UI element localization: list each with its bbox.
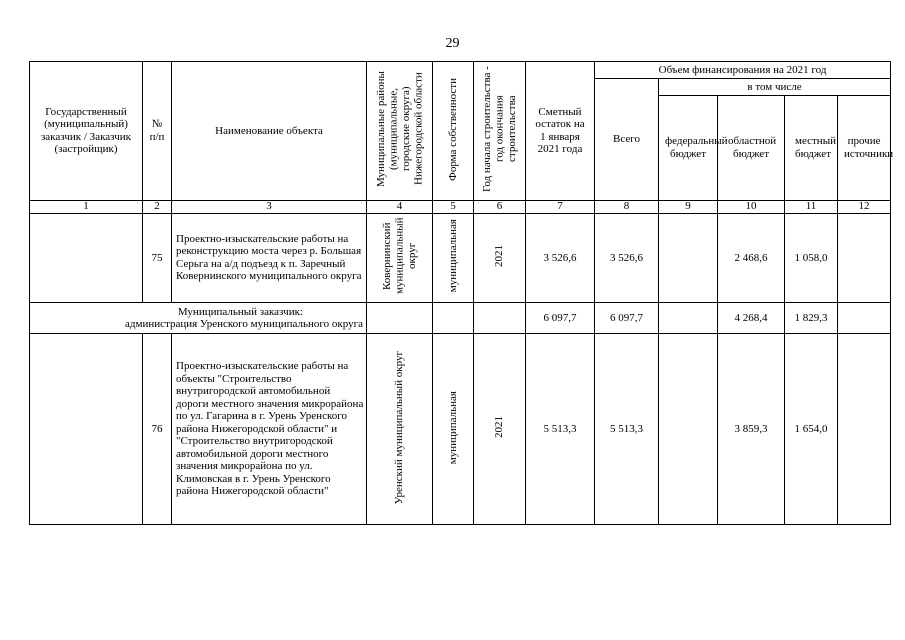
- customer-ownership: [433, 302, 474, 333]
- page-number: 29: [445, 36, 460, 51]
- header-ownership-cell: [433, 62, 474, 201]
- header-funding: Объем финансирования на 2021 год: [595, 62, 891, 79]
- row-year-cell: [474, 334, 526, 525]
- header-years: Год начала строительства - год окончания строительства: [480, 66, 518, 192]
- row-total: 3 526,6: [595, 213, 659, 302]
- column-number: 5: [433, 200, 474, 213]
- row-ownership: муниципальная: [446, 219, 459, 293]
- customer-cell: [30, 302, 367, 333]
- column-number: 8: [595, 200, 659, 213]
- header-estimate: Сметный остаток на 1 января 2021 года: [526, 62, 595, 201]
- row-ownership-cell: [433, 334, 474, 525]
- customer-regional: 4 268,4: [718, 302, 785, 333]
- row-district-cell: [367, 213, 433, 302]
- customer-row: [30, 302, 891, 333]
- customer-federal: [659, 302, 718, 333]
- customer-estimate: 6 097,7: [526, 302, 595, 333]
- row-regional: 2 468,6: [718, 213, 785, 302]
- column-numbers-row: [30, 200, 891, 213]
- header-object-name: Наименование объекта: [172, 62, 367, 201]
- header-federal: федеральный бюджет: [659, 96, 718, 200]
- column-number: 3: [172, 200, 367, 213]
- header-number: № п/п: [143, 62, 172, 201]
- row-estimate: 5 513,3: [526, 334, 595, 525]
- column-number: 9: [659, 200, 718, 213]
- table-row: [30, 334, 891, 525]
- header-years-cell: [474, 62, 526, 201]
- row-federal: [659, 334, 718, 525]
- customer-other: [838, 302, 891, 333]
- row-district-cell: [367, 334, 433, 525]
- row-other: [838, 213, 891, 302]
- header-districts: Муниципальные районы (муниципальные, городские округа) Нижегородской области: [374, 71, 424, 187]
- row-other: [838, 334, 891, 525]
- customer-district: [367, 302, 433, 333]
- row-year: 2021: [493, 245, 506, 268]
- row-number: 76: [143, 334, 172, 525]
- customer-total: 6 097,7: [595, 302, 659, 333]
- row-local: 1 058,0: [785, 213, 838, 302]
- column-number: 4: [367, 200, 433, 213]
- row-ownership: муниципальная: [446, 390, 459, 464]
- header-other: прочие источники: [838, 96, 891, 200]
- header-customer: Государственный (муниципальный) заказчик / Заказчик (застройщик): [30, 62, 143, 201]
- row-district: Уренский муниципальный округ: [393, 350, 406, 504]
- header-total: Всего: [595, 79, 659, 201]
- column-number: 12: [838, 200, 891, 213]
- customer-label: Муниципальный заказчик:: [177, 305, 303, 318]
- row-customer: [30, 334, 143, 525]
- row-customer: [30, 213, 143, 302]
- header-including: в том числе: [659, 79, 891, 96]
- table-row: [30, 213, 891, 302]
- customer-local: 1 829,3: [785, 302, 838, 333]
- column-number: 6: [474, 200, 526, 213]
- row-federal: [659, 213, 718, 302]
- header-row-1: [30, 62, 891, 79]
- header-ownership: Форма собственности: [446, 77, 459, 181]
- row-district: Ковернинский муниципальный округ: [380, 217, 418, 295]
- row-regional: 3 859,3: [718, 334, 785, 525]
- row-year-cell: [474, 213, 526, 302]
- row-total: 5 513,3: [595, 334, 659, 525]
- customer-name: администрация Уренского муниципального округа: [125, 318, 363, 331]
- row-year: 2021: [493, 416, 506, 439]
- column-number: 11: [785, 200, 838, 213]
- row-object-name: Проектно-изыскательские работы на реконструкцию моста через р. Большая Серьга на а/д подъезд к п. Заречный Ковернинского муниципального округа: [172, 213, 367, 302]
- column-number: 2: [143, 200, 172, 213]
- row-number: 75: [143, 213, 172, 302]
- financing-table: [29, 61, 894, 525]
- row-ownership-cell: [433, 213, 474, 302]
- column-number: 7: [526, 200, 595, 213]
- row-estimate: 3 526,6: [526, 213, 595, 302]
- header-local: местный бюджет: [785, 96, 838, 200]
- row-object-name: Проектно-изыскательские работы на объекты "Строительство внутригородской автомобильной дороги местного значения микрорайона по ул. Гагарина в г. Урень Уренского района Нижегородской области" и "Строительство внутригородской автомобильной дороги местного значения микрорайона по ул. Климовская в г. Урень Уренского района Нижегородской области": [172, 334, 367, 525]
- customer-year: [474, 302, 526, 333]
- column-number: 1: [30, 200, 143, 213]
- header-regional: областной бюджет: [718, 96, 785, 200]
- header-districts-cell: [367, 62, 433, 201]
- column-number: 10: [718, 200, 785, 213]
- row-local: 1 654,0: [785, 334, 838, 525]
